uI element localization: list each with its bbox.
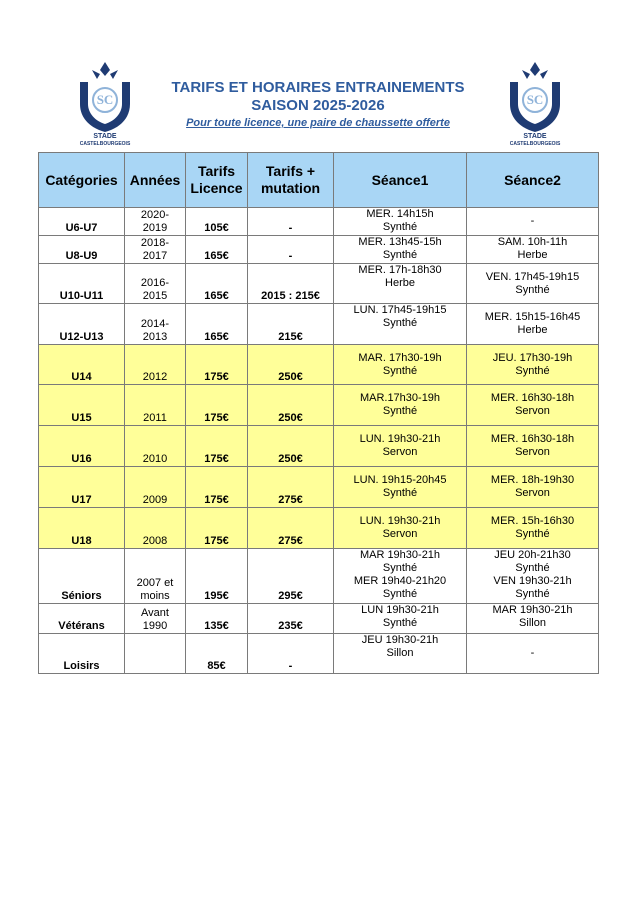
- session-line: Synthé: [382, 588, 418, 600]
- table-row: [39, 385, 599, 426]
- session-line: MER. 18h-19h30: [490, 474, 575, 486]
- session-line: MAR. 17h30-19h: [358, 351, 442, 364]
- session-line: MER. 13h45-15h: [358, 236, 442, 248]
- years-cell: [125, 634, 186, 674]
- session-line: VEN. 17h45-19h15: [485, 270, 580, 283]
- years-line: 2010: [142, 453, 168, 465]
- table-row: [39, 208, 599, 236]
- table-row: [39, 345, 599, 385]
- session-line: Synthé: [382, 249, 418, 261]
- table-row: [39, 236, 599, 264]
- table-row: [39, 604, 599, 634]
- session-line: Synthé: [382, 364, 418, 377]
- session-line: Servon: [515, 446, 550, 458]
- category-cell: Vétérans: [39, 604, 125, 634]
- header-seance2: Séance2: [467, 153, 599, 208]
- logo-initials: SC: [96, 92, 114, 107]
- table-row: [39, 634, 599, 674]
- header-mutation-line2: mutation: [260, 180, 321, 196]
- session-line: -: [530, 215, 535, 227]
- session2-cell: [467, 208, 599, 236]
- license-fee-cell: 175€: [186, 345, 248, 385]
- session1-cell: [334, 426, 467, 467]
- session1-cell: [334, 264, 467, 304]
- session-line: Herbe: [517, 249, 548, 261]
- category-cell: U16: [39, 426, 125, 467]
- logo-text-top: STADE: [523, 133, 547, 140]
- session-line: Synthé: [382, 617, 418, 629]
- session2-cell: [467, 426, 599, 467]
- years-line: 2020-: [140, 209, 170, 221]
- mutation-fee-cell: 215€: [248, 304, 334, 345]
- years-cell: [125, 345, 186, 385]
- mutation-fee-cell: -: [248, 236, 334, 264]
- mutation-fee-cell: 250€: [248, 345, 334, 385]
- mutation-fee-cell: 295€: [248, 549, 334, 604]
- session-line: MAR 19h30-21h: [492, 604, 573, 616]
- session2-cell: [467, 634, 599, 674]
- session1-cell: [334, 604, 467, 634]
- header-annees: Années: [125, 153, 186, 208]
- years-cell: [125, 467, 186, 508]
- session1-cell: [334, 634, 467, 674]
- session-line: LUN. 17h45-19h15: [353, 304, 447, 316]
- session-line: MER. 17h-18h30: [358, 264, 442, 276]
- years-line: 2011: [143, 412, 167, 424]
- session2-cell: [467, 385, 599, 426]
- table-header-row: [39, 153, 599, 208]
- logo-text-top: STADE: [93, 133, 117, 140]
- table-row: [39, 549, 599, 604]
- session-line: SAM. 10h-11h: [497, 236, 568, 248]
- schedule-table: [38, 152, 599, 674]
- table-row: [39, 508, 599, 549]
- years-cell: [125, 304, 186, 345]
- category-cell: Loisirs: [39, 634, 125, 674]
- years-line: 2014-: [140, 318, 170, 330]
- session-line: MAR.17h30-19h: [359, 392, 441, 404]
- session1-cell: [334, 385, 467, 426]
- years-line: 2012: [142, 371, 168, 383]
- session2-cell: [467, 604, 599, 634]
- session2-cell: [467, 345, 599, 385]
- table-body: [39, 208, 599, 674]
- session-line: Synthé: [382, 562, 418, 574]
- session-line: Synthé: [515, 528, 550, 540]
- session-line: Herbe: [517, 324, 548, 336]
- mutation-fee-cell: 235€: [248, 604, 334, 634]
- category-cell: Séniors: [39, 549, 125, 604]
- session-line: MER. 15h-16h30: [490, 515, 575, 527]
- years-cell: [125, 385, 186, 426]
- table-row: [39, 304, 599, 345]
- session-line: MER. 14h15h: [366, 208, 434, 220]
- session2-cell: [467, 304, 599, 345]
- license-fee-cell: 175€: [186, 426, 248, 467]
- season-title: SAISON 2025-2026: [251, 97, 385, 114]
- subtitle: Pour toute licence, une paire de chaussette offerte: [186, 117, 450, 129]
- session-line: Synthé: [382, 317, 418, 329]
- license-fee-cell: 105€: [186, 208, 248, 236]
- years-cell: [125, 508, 186, 549]
- years-line: 2008: [142, 535, 168, 547]
- years-line: 2009: [142, 494, 168, 506]
- session-line: MAR 19h30-21h: [359, 549, 441, 561]
- mutation-fee-cell: 275€: [248, 508, 334, 549]
- session2-cell: [467, 467, 599, 508]
- page-header: [0, 55, 636, 150]
- years-line: 1990: [142, 620, 168, 632]
- category-cell: U12-U13: [39, 304, 125, 345]
- years-cell: [125, 208, 186, 236]
- header-mutation-line1: Tarifs +: [265, 163, 316, 179]
- session1-cell: [334, 549, 467, 604]
- session-line: Servon: [515, 487, 550, 499]
- license-fee-cell: 195€: [186, 549, 248, 604]
- session-line: Herbe: [385, 277, 415, 289]
- session1-cell: [334, 508, 467, 549]
- table-row: [39, 426, 599, 467]
- session-line: MER. 16h30-18h: [490, 433, 575, 445]
- session-line: JEU. 17h30-19h: [492, 351, 573, 364]
- header-tarifs-line1: Tarifs: [197, 163, 236, 179]
- session-line: MER 19h40-21h20: [353, 575, 447, 587]
- session-line: JEU 19h30-21h: [361, 634, 439, 646]
- header-mutation: [248, 153, 334, 208]
- session-line: Servon: [382, 446, 418, 458]
- logo-text-bottom: CASTELBOURGEOIS: [79, 141, 131, 147]
- years-line: 2007 et: [136, 577, 174, 589]
- session-line: Synthé: [515, 588, 550, 600]
- license-fee-cell: 165€: [186, 304, 248, 345]
- session1-cell: [334, 345, 467, 385]
- logo-text-bottom: CASTELBOURGEOIS: [509, 141, 561, 147]
- years-line: 2013: [142, 331, 168, 343]
- session-line: LUN. 19h15-20h45: [353, 474, 447, 486]
- session2-cell: [467, 508, 599, 549]
- years-line: moins: [140, 590, 170, 602]
- session-line: Synthé: [382, 487, 418, 499]
- years-line: 2018-: [140, 237, 170, 249]
- session-line: Synthé: [515, 283, 550, 296]
- mutation-fee-cell: 2015 : 215€: [248, 264, 334, 304]
- session-line: VEN 19h30-21h: [493, 575, 572, 587]
- session-line: LUN. 19h30-21h: [359, 433, 441, 445]
- logo-initials: SC: [526, 92, 544, 107]
- session-line: Synthé: [382, 405, 418, 417]
- session-line: Synthé: [515, 562, 550, 574]
- session-line: JEU 20h-21h30: [494, 549, 571, 561]
- session-line: LUN 19h30-21h: [361, 604, 439, 616]
- page-title: TARIFS ET HORAIRES ENTRAINEMENTS: [171, 79, 465, 96]
- years-cell: [125, 549, 186, 604]
- years-cell: [125, 604, 186, 634]
- license-fee-cell: 135€: [186, 604, 248, 634]
- session-line: MER. 16h30-18h: [490, 392, 575, 404]
- license-fee-cell: 175€: [186, 508, 248, 549]
- session-line: Synthé: [515, 364, 550, 377]
- club-logo-right: [500, 60, 570, 148]
- category-cell: U6-U7: [39, 208, 125, 236]
- mutation-fee-cell: 250€: [248, 385, 334, 426]
- license-fee-cell: 175€: [186, 467, 248, 508]
- category-cell: U14: [39, 345, 125, 385]
- header-categories: Catégories: [39, 153, 125, 208]
- mutation-fee-cell: -: [248, 634, 334, 674]
- session-line: Sillon: [386, 647, 414, 659]
- session1-cell: [334, 236, 467, 264]
- license-fee-cell: 165€: [186, 236, 248, 264]
- category-cell: U10-U11: [39, 264, 125, 304]
- table-row: [39, 467, 599, 508]
- license-fee-cell: 175€: [186, 385, 248, 426]
- years-cell: [125, 236, 186, 264]
- session1-cell: [334, 467, 467, 508]
- table-row: [39, 264, 599, 304]
- mutation-fee-cell: -: [248, 208, 334, 236]
- category-cell: U18: [39, 508, 125, 549]
- years-line: 2017: [142, 250, 168, 262]
- session1-cell: [334, 304, 467, 345]
- session2-cell: [467, 236, 599, 264]
- years-cell: [125, 264, 186, 304]
- category-cell: U15: [39, 385, 125, 426]
- session2-cell: [467, 549, 599, 604]
- header-tarifs-line2: Licence: [190, 180, 243, 196]
- session-line: Servon: [515, 405, 550, 417]
- header-tarifs: [186, 153, 248, 208]
- session-line: Sillon: [519, 617, 546, 629]
- mutation-fee-cell: 250€: [248, 426, 334, 467]
- category-cell: U8-U9: [39, 236, 125, 264]
- session-line: LUN. 19h30-21h: [359, 515, 441, 527]
- years-line: 2019: [142, 222, 168, 234]
- years-line: 2015: [142, 290, 168, 302]
- years-line: Avant: [141, 607, 169, 619]
- mutation-fee-cell: 275€: [248, 467, 334, 508]
- session-line: Servon: [382, 528, 418, 540]
- years-cell: [125, 426, 186, 467]
- header-seance1: Séance1: [334, 153, 467, 208]
- license-fee-cell: 165€: [186, 264, 248, 304]
- session-line: MER. 15h15-16h45: [484, 311, 581, 323]
- years-line: 2016-: [140, 277, 170, 289]
- session-line: Synthé: [382, 221, 418, 233]
- license-fee-cell: 85€: [186, 634, 248, 674]
- title-block: [130, 79, 506, 130]
- session1-cell: [334, 208, 467, 236]
- session-line: -: [530, 647, 535, 659]
- category-cell: U17: [39, 467, 125, 508]
- session2-cell: [467, 264, 599, 304]
